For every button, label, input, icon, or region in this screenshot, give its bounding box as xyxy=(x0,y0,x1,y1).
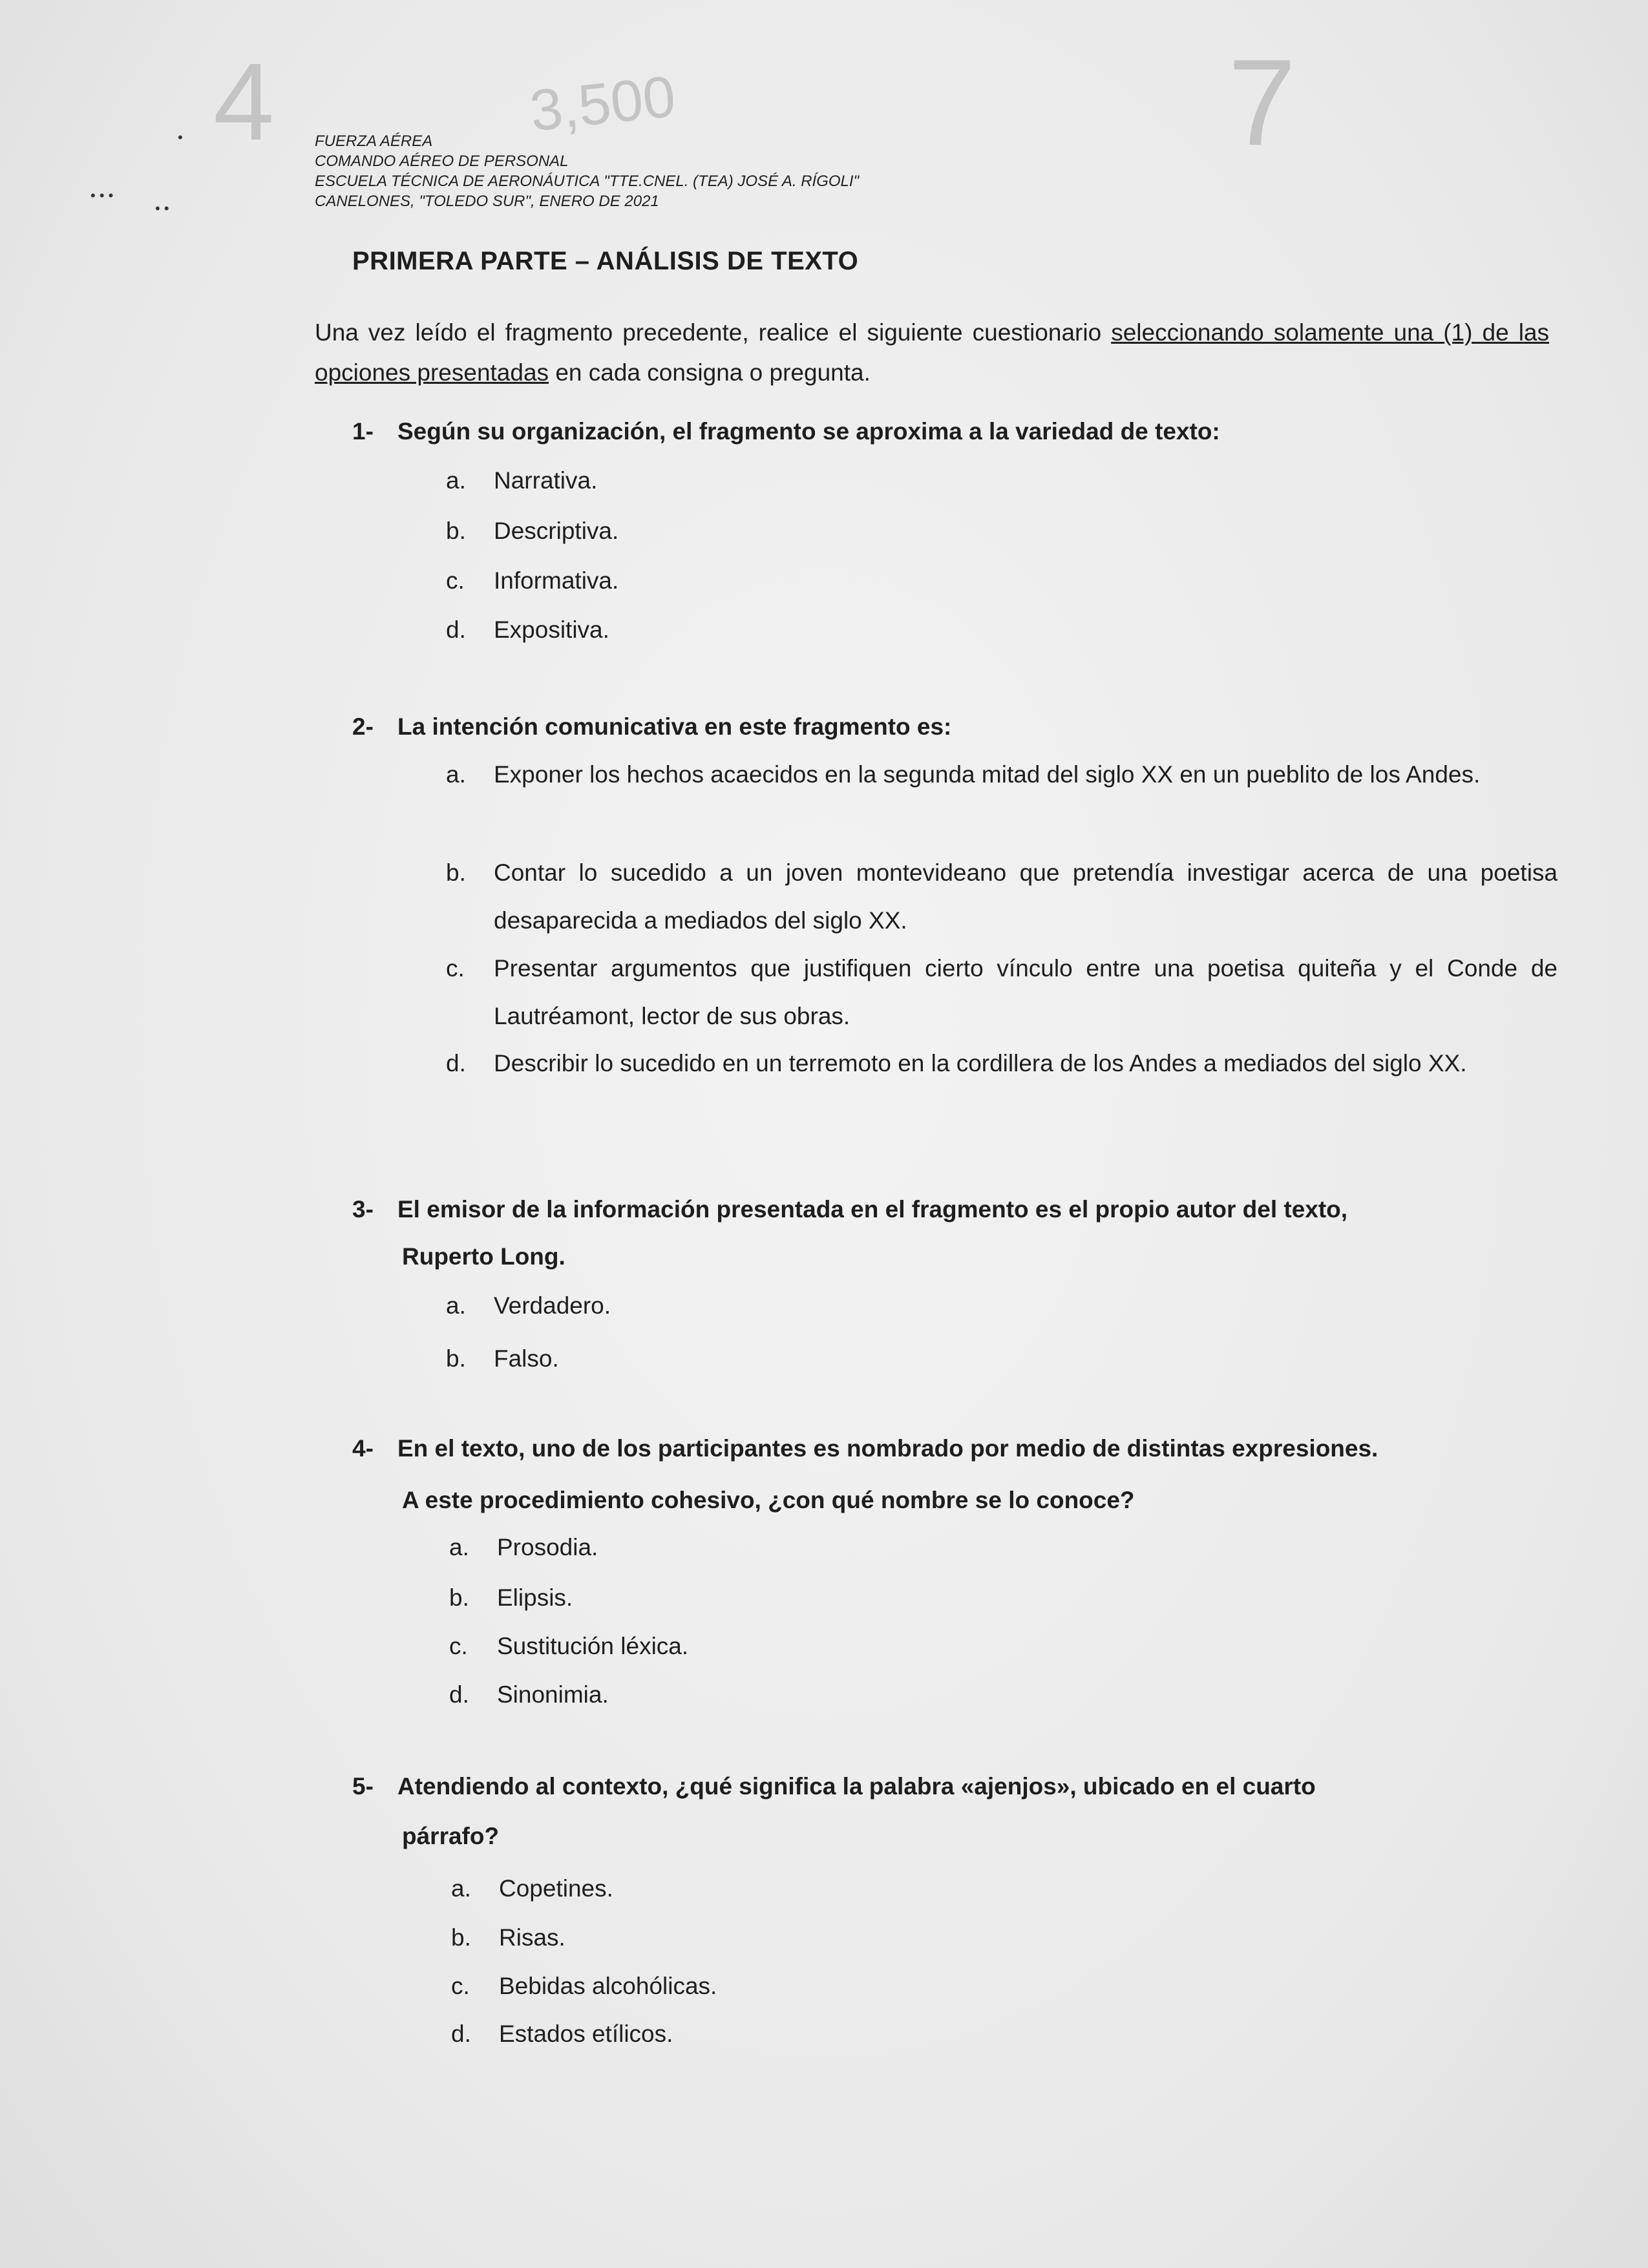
question-text: La intención comunicativa en este fragmento es: xyxy=(397,713,952,740)
intro-underlined-text: seleccionando solamente una (1) de las opciones presentadas xyxy=(315,319,1549,386)
option-5b xyxy=(451,1914,1563,1962)
option-letter: b. xyxy=(451,1924,471,1951)
option-letter: a. xyxy=(446,467,466,494)
option-5a xyxy=(451,1865,1563,1913)
option-text: Sinonimia. xyxy=(497,1681,609,1708)
option-letter: c. xyxy=(446,955,465,982)
scan-dots: • xyxy=(178,129,183,145)
header-line: CANELONES, "TOLEDO SUR", ENERO DE 2021 xyxy=(315,193,659,210)
option-letter: d. xyxy=(449,1681,469,1708)
option-letter: a. xyxy=(446,1292,466,1319)
option-letter: b. xyxy=(446,859,466,886)
option-3a xyxy=(446,1282,1558,1330)
question-number: 4- xyxy=(352,1435,374,1462)
question-1 xyxy=(352,411,1558,452)
option-4d xyxy=(449,1671,1561,1719)
question-number: 3- xyxy=(352,1196,374,1223)
option-3b xyxy=(446,1335,1558,1383)
question-3 xyxy=(352,1189,1558,1230)
header-line: ESCUELA TÉCNICA DE AERONÁUTICA "TTE.CNEL. (TEA) JOSÉ A. RÍGOLI" xyxy=(315,173,860,190)
intro-text: Una vez leído el fragmento precedente, realice el siguiente cuestionario xyxy=(315,319,1112,346)
option-text: Copetines. xyxy=(499,1875,613,1902)
option-5d xyxy=(451,2010,1563,2058)
option-text: Estados etílicos. xyxy=(499,2021,673,2047)
option-letter: c. xyxy=(446,567,465,594)
intro-text: en cada consigna o pregunta. xyxy=(549,359,871,386)
option-text: Elipsis. xyxy=(497,1584,573,1611)
option-1a xyxy=(446,457,1558,505)
option-text: Expositiva. xyxy=(494,616,609,643)
option-text: Exponer los hechos acaecidos en la segunda mitad del siglo XX en un pueblito de los Andes. xyxy=(494,761,1481,788)
option-letter: b. xyxy=(446,518,466,544)
option-5c xyxy=(451,1962,1563,2010)
scan-dots: • • • xyxy=(90,187,114,204)
intro-paragraph xyxy=(315,313,1549,393)
scan-dots: • • xyxy=(155,200,169,216)
header-line: COMANDO AÉREO DE PERSONAL xyxy=(315,152,569,170)
option-4b xyxy=(449,1574,1561,1622)
option-text: Descriptiva. xyxy=(494,518,619,544)
option-letter: d. xyxy=(446,1050,466,1076)
option-letter: c. xyxy=(449,1633,468,1659)
option-text: Bebidas alcohólicas. xyxy=(499,1973,717,1999)
pencil-mark-left: 4 xyxy=(213,41,275,163)
option-4c xyxy=(449,1622,1561,1670)
option-letter: a. xyxy=(451,1875,471,1902)
option-letter: b. xyxy=(446,1345,466,1372)
option-text: Presentar argumentos que justifiquen cierto vínculo entre una poetisa quiteña y el Conde de Lautréamont, lector de sus obras. xyxy=(494,955,1558,1029)
option-text: Narrativa. xyxy=(494,467,598,494)
question-3-continuation: Ruperto Long. xyxy=(402,1243,565,1270)
question-4-continuation: A este procedimiento cohesivo, ¿con qué nombre se lo conoce? xyxy=(402,1487,1135,1513)
option-4a xyxy=(449,1524,1561,1571)
option-1b xyxy=(446,507,1558,555)
header-line: FUERZA AÉREA xyxy=(315,132,433,150)
option-1d xyxy=(446,606,1558,654)
question-text: Según su organización, el fragmento se aproxima a la variedad de texto: xyxy=(397,418,1220,445)
option-text: Risas. xyxy=(499,1924,565,1951)
option-text: Informativa. xyxy=(494,567,619,594)
option-text: Describir lo sucedido en un terremoto en la cordillera de los Andes a mediados del siglo XX. xyxy=(494,1050,1467,1076)
question-text: El emisor de la información presentada en el fragmento es el propio autor del texto, xyxy=(397,1196,1348,1223)
question-number: 2- xyxy=(352,713,374,740)
pencil-mark-middle: 3,500 xyxy=(527,64,679,144)
option-2d xyxy=(446,1040,1558,1087)
question-4 xyxy=(352,1428,1558,1469)
option-text: Contar lo sucedido a un joven montevideano que pretendía investigar acerca de una poetisa desaparecida a mediados del siglo XX. xyxy=(494,859,1558,934)
option-letter: d. xyxy=(446,616,466,643)
option-2b xyxy=(446,849,1558,945)
institution-header xyxy=(315,131,1155,211)
option-letter: c. xyxy=(451,1973,470,1999)
option-text: Falso. xyxy=(494,1345,559,1372)
question-5 xyxy=(352,1766,1558,1807)
option-text: Verdadero. xyxy=(494,1292,611,1319)
option-letter: a. xyxy=(446,761,466,788)
question-text: Atendiendo al contexto, ¿qué significa la palabra «ajenjos», ubicado en el cuarto xyxy=(397,1773,1316,1800)
option-letter: a. xyxy=(449,1534,469,1560)
pencil-mark-right: 7 xyxy=(1228,34,1296,171)
question-number: 5- xyxy=(352,1773,374,1800)
question-text: En el texto, uno de los participantes es nombrado por medio de distintas expresiones. xyxy=(397,1435,1379,1462)
option-1c xyxy=(446,557,1558,605)
option-letter: b. xyxy=(449,1584,469,1611)
option-2a xyxy=(446,751,1558,799)
question-number: 1- xyxy=(352,418,374,445)
section-title: PRIMERA PARTE – ANÁLISIS DE TEXTO xyxy=(352,247,859,275)
question-2 xyxy=(352,706,1558,748)
option-2c xyxy=(446,945,1558,1040)
option-text: Sustitución léxica. xyxy=(497,1633,689,1659)
option-text: Prosodia. xyxy=(497,1534,598,1560)
option-letter: d. xyxy=(451,2021,471,2047)
question-5-continuation: párrafo? xyxy=(402,1823,500,1849)
